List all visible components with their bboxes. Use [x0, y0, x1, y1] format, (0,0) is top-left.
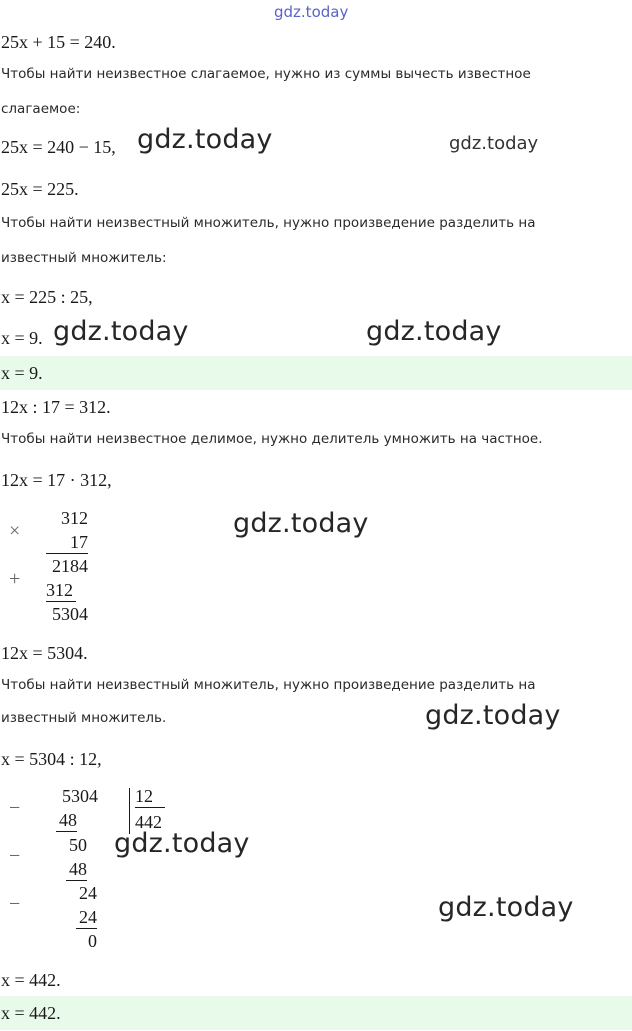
watermark-1: gdz.today — [137, 124, 273, 155]
watermark-8: gdz.today — [438, 892, 574, 923]
division-step-4: 24 — [79, 883, 97, 903]
division-remainder: 0 — [88, 931, 97, 951]
paragraph-2-line-1: Чтобы найти неизвестный множитель, нужно произведение разделить на — [1, 215, 536, 231]
watermark-2: gdz.today — [449, 133, 539, 154]
paragraph-3: Чтобы найти неизвестное делимое, нужно делитель умножить на частное. — [1, 431, 543, 447]
equation-6: 12x : 17 = 312. — [1, 397, 111, 417]
answer-1: x = 9. — [1, 363, 43, 383]
answer-highlight-2 — [0, 996, 632, 1030]
divisor: 12 — [135, 786, 165, 808]
equation-10: x = 442. — [1, 970, 61, 990]
equation-4: x = 225 : 25, — [1, 287, 93, 307]
partial-product-1: 2184 — [52, 556, 88, 576]
product-result: 5304 — [52, 604, 88, 624]
partial-product-2: 312 — [46, 580, 76, 602]
answer-2: x = 442. — [1, 1003, 61, 1023]
paragraph-1-line-1: Чтобы найти неизвестное слагаемое, нужно из суммы вычесть известное — [1, 66, 531, 82]
division-step-2: 50 — [69, 835, 87, 855]
watermark-top: gdz.today — [274, 3, 349, 21]
equation-2: 25x = 240 − 15, — [1, 137, 116, 157]
division-step-5: 24 — [76, 907, 97, 929]
factor-1: 312 — [61, 508, 88, 528]
watermark-5: gdz.today — [233, 508, 369, 539]
answer-highlight-1 — [0, 356, 632, 390]
paragraph-2-line-2: известный множитель: — [1, 250, 167, 266]
plus-sign: + — [9, 568, 21, 590]
equation-9: x = 5304 : 12, — [1, 749, 102, 769]
watermark-4: gdz.today — [366, 316, 502, 347]
factor-2: 17 — [46, 532, 88, 554]
times-sign: × — [9, 520, 21, 542]
division-step-3: 48 — [66, 859, 87, 881]
division-step-1: 48 — [56, 810, 77, 832]
dividend: 5304 — [62, 786, 98, 806]
equation-5: x = 9. — [1, 328, 43, 348]
equation-7: 12x = 17 · 312, — [1, 470, 112, 490]
equation-8: 12x = 5304. — [1, 643, 88, 663]
minus-sign-2: − — [9, 845, 21, 867]
paragraph-1-line-2: слагаемое: — [1, 101, 81, 117]
watermark-3: gdz.today — [53, 316, 189, 347]
paragraph-4-line-1: Чтобы найти неизвестный множитель, нужно произведение разделить на — [1, 677, 536, 693]
watermark-6: gdz.today — [425, 700, 561, 731]
equation-1: 25x + 15 = 240. — [1, 32, 116, 52]
equation-3: 25x = 225. — [1, 179, 79, 199]
minus-sign-1: − — [9, 797, 21, 819]
quotient: 442 — [135, 812, 162, 832]
watermark-7: gdz.today — [114, 828, 250, 859]
minus-sign-3: − — [9, 893, 21, 915]
paragraph-4-line-2: известный множитель. — [1, 710, 167, 726]
